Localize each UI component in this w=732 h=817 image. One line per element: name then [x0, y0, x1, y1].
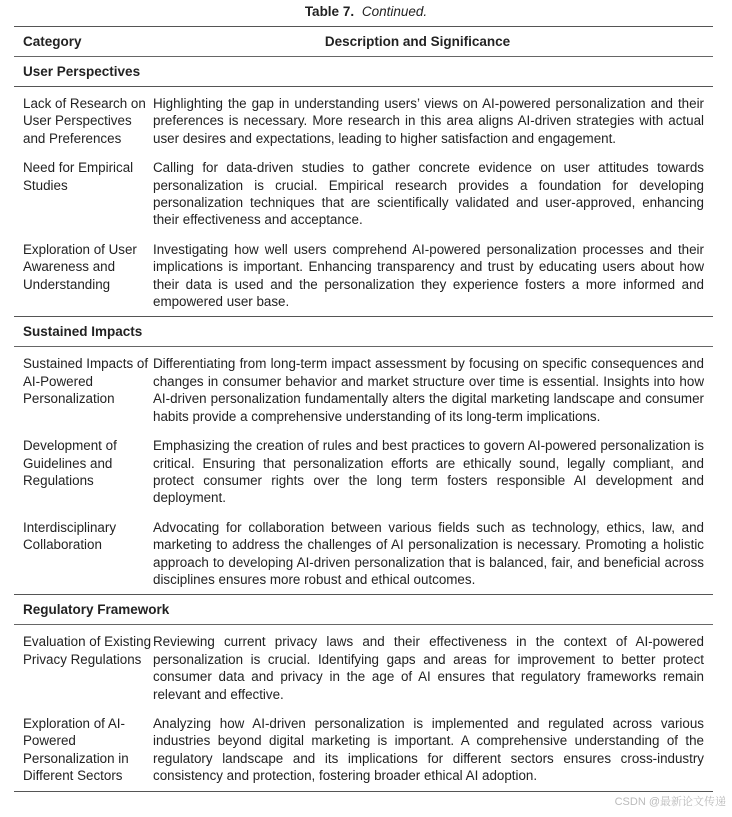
watermark: CSDN @最新论文传递	[614, 796, 726, 808]
table-row	[14, 519, 713, 589]
header-category: Category	[23, 34, 82, 49]
row-description: Highlighting the gap in understanding users’ views on AI-powered personalization and their preferences is necessary. More research in this area aligns AI-driven strategies with actual user desires and expectations, leading to higher satisfaction and engagement.	[153, 96, 704, 146]
row-description: Analyzing how AI-driven personalization is implemented and regulated across various industries beyond digital marketing is important. A comprehensive understanding of the regulatory landscape and its implications for different sectors ensures cross-industry consistency and protection, fostering broader ethical AI adoption.	[153, 715, 704, 784]
table-continued: Continued.	[361, 4, 428, 19]
table-caption	[0, 4, 732, 19]
section-title: User Perspectives	[23, 64, 141, 79]
row-description: Differentiating from long-term impact assessment by focusing on specific consequences and changes in consumer behavior and market structure over time is essential. Insights into how AI-driven personalization fundamentally alters the digital marketing landscape and consumer habits provide a comprehensive understanding of its long-term implications.	[153, 356, 704, 424]
row-category: Evaluation of Existing Privacy Regulations	[23, 634, 152, 667]
row-category: Development of Guidelines and Regulations	[23, 438, 117, 488]
row-description: Calling for data-driven studies to gather concrete evidence on user attitudes towards personalization is crucial. Empirical research provides a foundation for developing personalization techniques that are scientifically validated and user-approved, enhancing their effectiveness and acceptance.	[153, 160, 704, 228]
table-row	[14, 241, 713, 311]
row-category: Need for Empirical Studies	[23, 160, 134, 193]
row-category: Lack of Research on User Perspectives and Preferences	[23, 96, 146, 146]
table-header	[14, 27, 713, 56]
bottom-rule	[14, 791, 713, 792]
row-description: Investigating how well users comprehend AI-powered personalization processes and their implications is important. Enhancing transparency and trust by educating users about how their data is used and the personalization they experience fosters a more informed and empowered user base.	[153, 241, 704, 310]
table-row	[14, 159, 713, 229]
row-category: Exploration of AI-Powered Personalization in Different Sectors	[23, 715, 129, 784]
table-label: Table 7.	[304, 4, 355, 19]
row-category: Interdisciplinary Collaboration	[23, 519, 117, 553]
table-row	[14, 715, 713, 785]
table-row	[14, 95, 713, 147]
table	[14, 26, 713, 792]
table-row	[14, 633, 713, 703]
row-category: Exploration of User Awareness and Understanding	[23, 241, 137, 292]
header-description: Description and Significance	[324, 34, 511, 49]
row-category: Sustained Impacts of AI-Powered Personalization	[23, 356, 149, 407]
row-description: Reviewing current privacy laws and their effectiveness in the context of AI-powered personalization is crucial. Identifying gaps and areas for improvement to better protect consumer data and privacy in the age of AI ensures that regulatory frameworks remain relevant and effective.	[153, 634, 704, 702]
table-row	[14, 437, 713, 507]
row-description: Emphasizing the creation of rules and best practices to govern AI-powered personalization is critical. Ensuring that personalization efforts are ethically sound, legally compliant, and protect consumer rights over the long term fosters responsible AI development and deployment.	[153, 438, 704, 506]
table-row	[14, 355, 713, 425]
row-description: Advocating for collaboration between various fields such as technology, ethics, law, and marketing to address the challenges of AI personalization is necessary. Promoting a holistic approach to developing AI-driven personalization that is balanced, fair, and beneficial across disciplines ensures more robust and ethical outcomes.	[153, 519, 704, 587]
section-title: Regulatory Framework	[23, 602, 170, 618]
section-title: Sustained Impacts	[23, 324, 143, 340]
